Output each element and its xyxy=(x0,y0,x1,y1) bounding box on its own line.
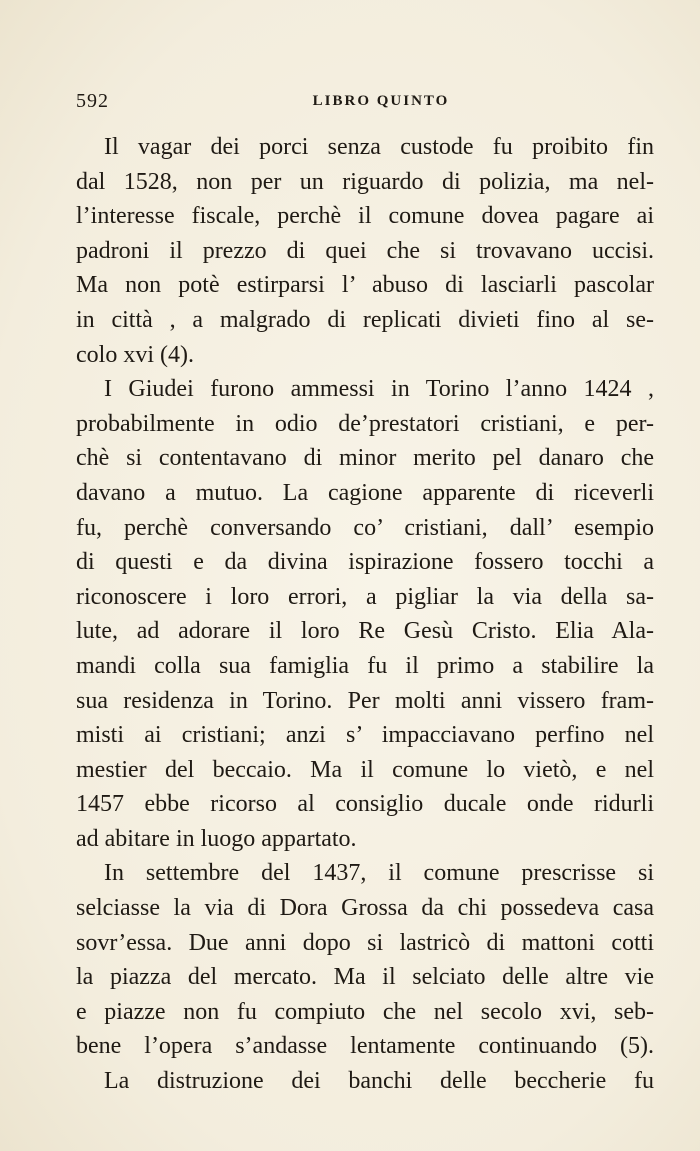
text-line: davano a mutuo. La cagione apparente di riceverli xyxy=(76,479,654,506)
text-line: la piazza del mercato. Ma il selciato delle altre vie xyxy=(76,964,654,991)
text-line: misti ai cristiani; anzi s’ impacciavano perfino nel xyxy=(76,722,654,749)
text-line: padroni il prezzo di quei che si trovavano uccisi. xyxy=(76,237,654,264)
text-line: in città , a malgrado di replicati divieti fino al se- xyxy=(76,306,654,333)
text-line: 1457 ebbe ricorso al consiglio ducale onde ridurli xyxy=(76,791,654,818)
text-line: La distruzione dei banchi delle beccherie fu xyxy=(104,1068,654,1095)
text-line: colo xvi (4). xyxy=(76,341,194,368)
text-line: e piazze non fu compiuto che nel secolo xvi, seb- xyxy=(76,998,654,1025)
text-line: l’interesse fiscale, perchè il comune dovea pagare ai xyxy=(76,203,654,230)
running-head: LIBRO QUINTO xyxy=(312,93,450,109)
text-line: sovr’essa. Due anni dopo si lastricò di mattoni cotti xyxy=(76,929,654,956)
text-line: Il vagar dei porci senza custode fu proibito fin xyxy=(104,134,654,160)
page-header xyxy=(76,90,656,116)
text-line: Ma non potè estirparsi l’ abuso di lasciarli pascolar xyxy=(76,272,654,299)
text-line: bene l’opera s’andasse lentamente continuando (5). xyxy=(76,1033,654,1060)
text-line: dal 1528, non per un riguardo di polizia, ma nel- xyxy=(76,168,654,195)
text-line: sua residenza in Torino. Per molti anni vissero fram- xyxy=(76,687,654,714)
text-line: ad abitare in luogo appartato. xyxy=(76,825,357,852)
text-line: di questi e da divina ispirazione fossero tocchi a xyxy=(76,549,654,576)
text-line: I Giudei furono ammessi in Torino l’anno 1424 , xyxy=(104,376,654,403)
text-line: In settembre del 1437, il comune prescrisse si xyxy=(104,860,654,887)
text-line: riconoscere i loro errori, a pigliar la via della sa- xyxy=(76,583,654,610)
text-line: mandi colla sua famiglia fu il primo a stabilire la xyxy=(76,652,654,679)
page-number: 592 xyxy=(76,90,109,112)
text-line: lute, ad adorare il loro Re Gesù Cristo. Elia Ala- xyxy=(76,618,654,645)
text-line: fu, perchè conversando co’ cristiani, dall’ esempio xyxy=(76,514,654,541)
text-line: chè si contentavano di minor merito pel danaro che xyxy=(76,445,654,472)
text-line: selciasse la via di Dora Grossa da chi possedeva casa xyxy=(76,895,654,922)
body-text xyxy=(76,130,654,1099)
text-line: probabilmente in odio de’prestatori cristiani, e per- xyxy=(76,410,654,437)
text-line: mestier del beccaio. Ma il comune lo vietò, e nel xyxy=(76,756,654,783)
